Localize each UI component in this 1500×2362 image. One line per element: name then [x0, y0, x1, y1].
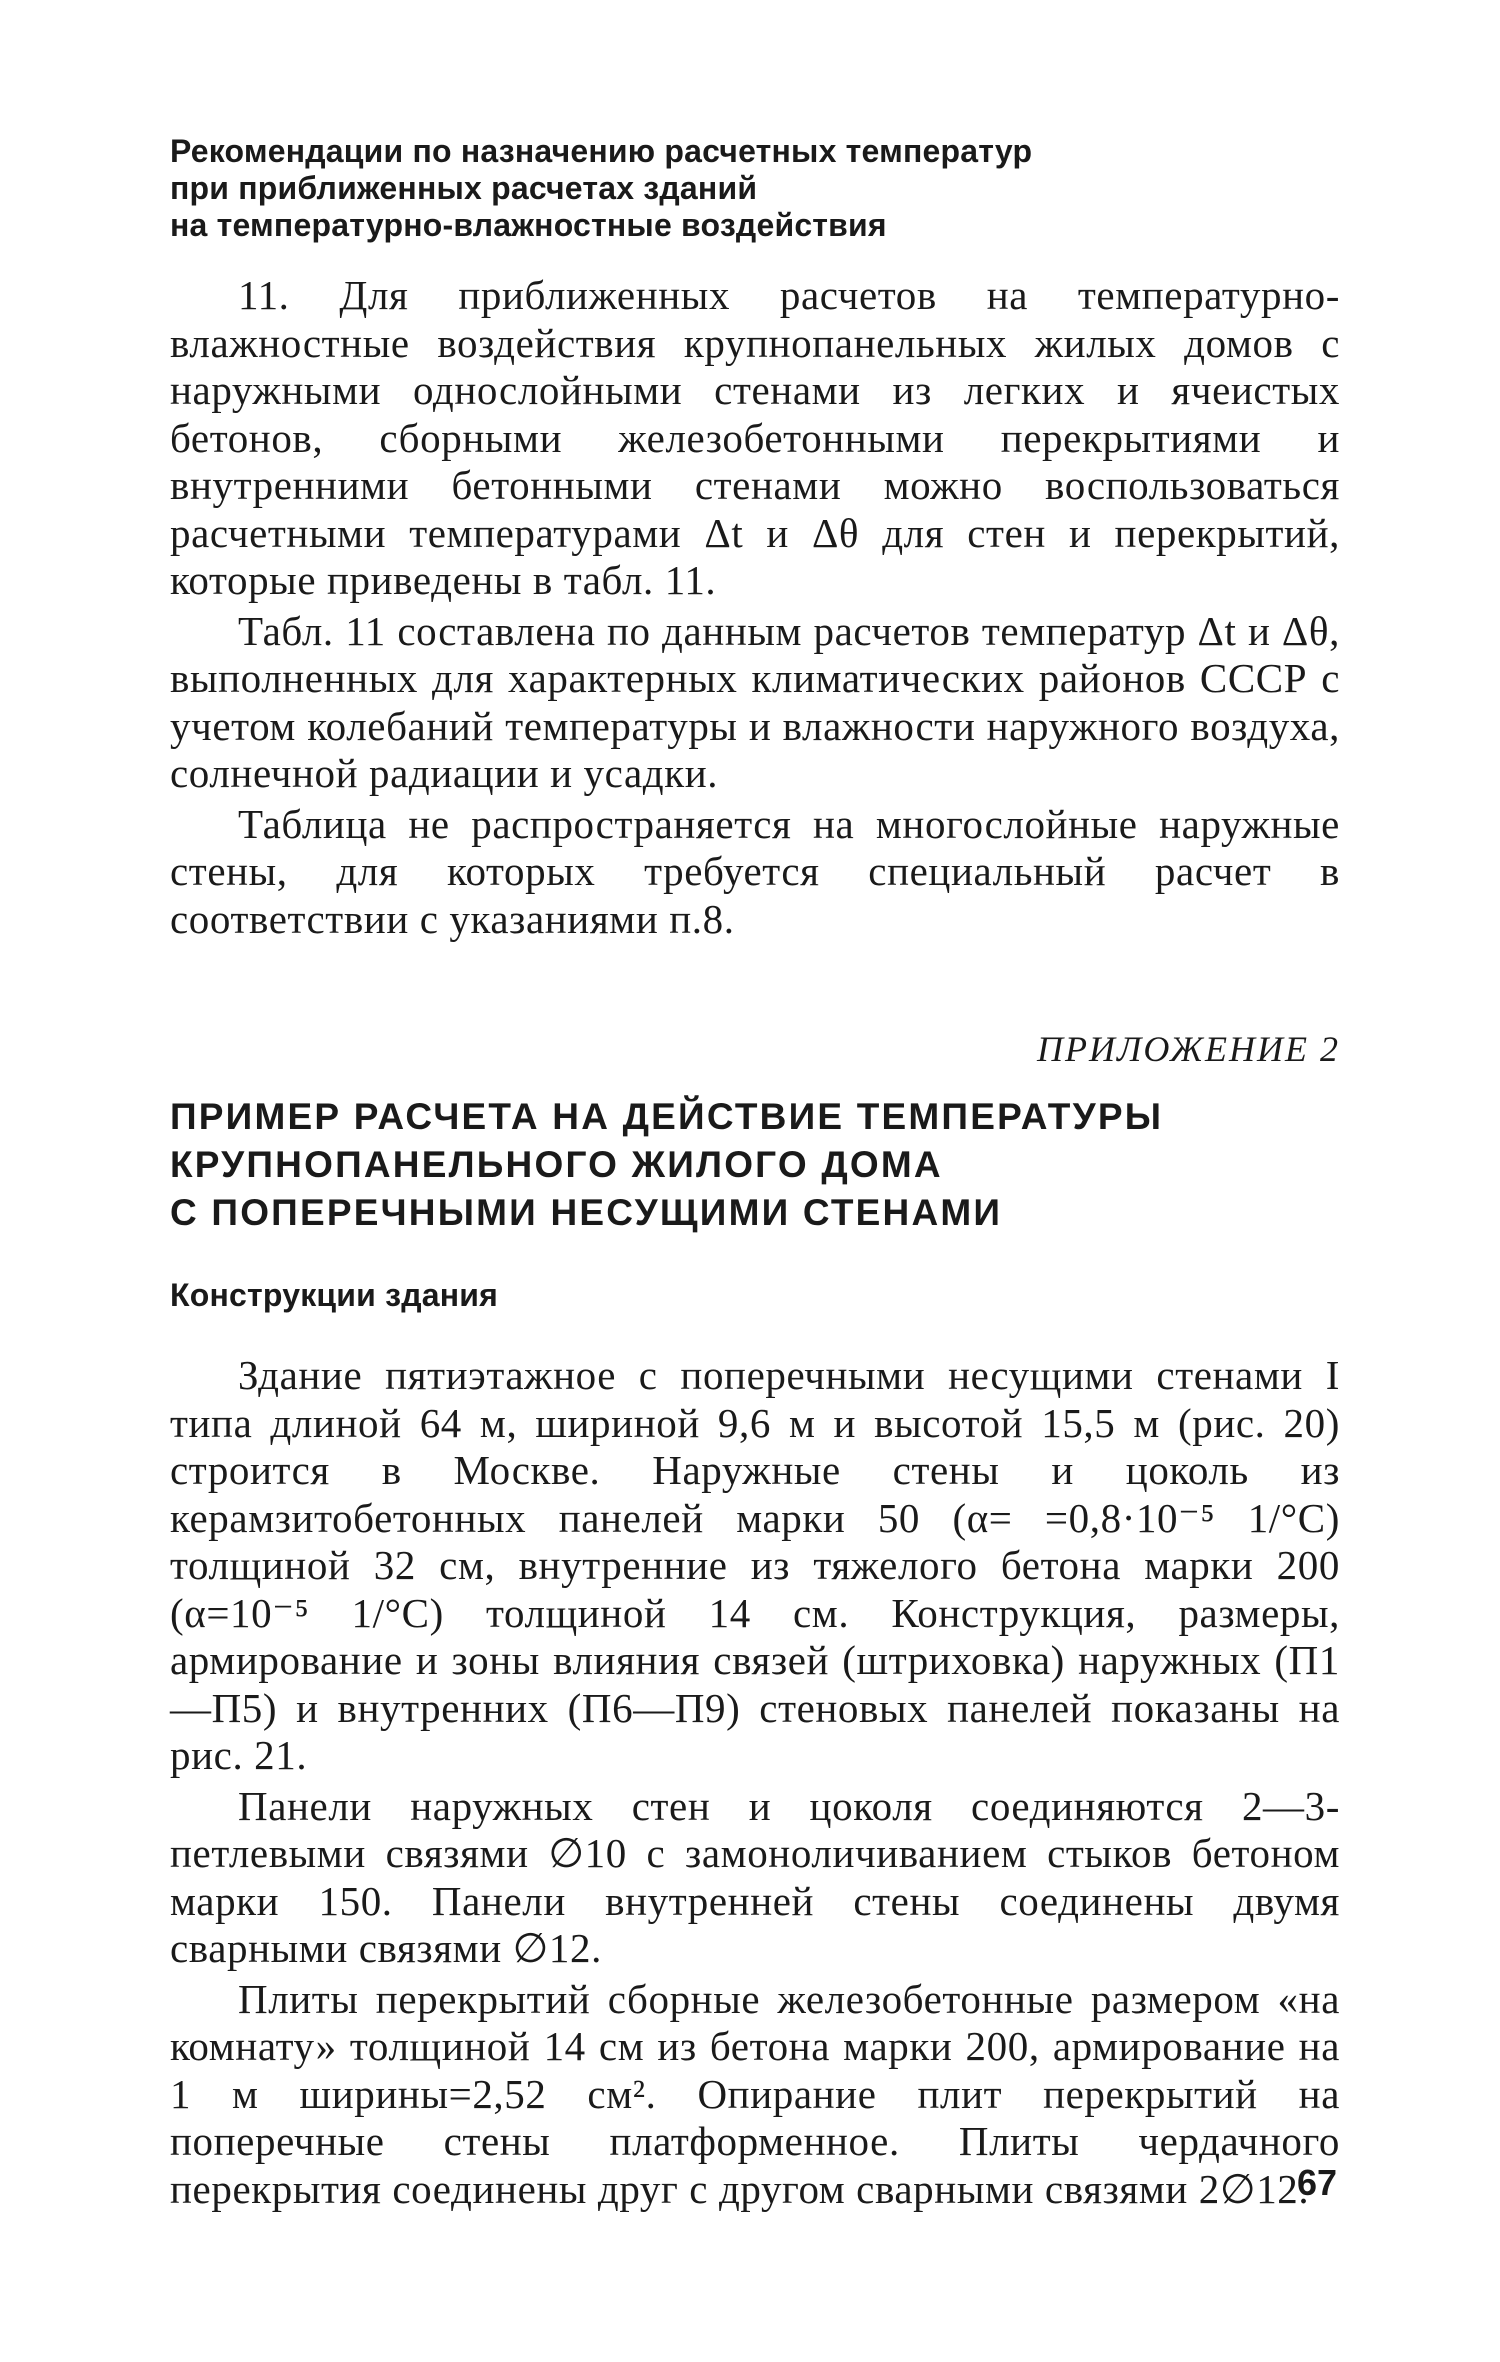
- section-recommendations: [170, 133, 1340, 946]
- heading-line: на температурно-влажностные воздействия: [170, 207, 887, 243]
- title-line: КРУПНОПАНЕЛЬНОГО ЖИЛОГО ДОМА: [170, 1144, 943, 1185]
- paragraph: 11. Для приближенных расчетов на температурно-влажностные воздействия крупнопанельных жилых домов с наружными однослойными стенами из легких и ячеистых бетонов, сборными железобетонными перекрытиями и внутренними бетонными стенами можно воспользоваться расчетными температурами Δt и Δθ для стен и перекрытий, которые приведены в табл. 11.: [170, 272, 1340, 603]
- heading-line: при приближенных расчетах зданий: [170, 170, 758, 206]
- paragraph: Здание пятиэтажное с поперечными несущими стенами I типа длиной 64 м, шириной 9,6 м и высотой 15,5 м (рис. 20) строится в Москве. Наружные стены и цоколь из керамзитобетонных панелей марки 50 (α= =0,8·10⁻⁵ 1/°С) толщиной 32 см, внутренние из тяжелого бетона марки 200 (α=10⁻⁵ 1/°С) толщиной 14 см. Конструкция, размеры, армирование и зоны влияния связей (штриховка) наружных (П1—П5) и внутренних (П6—П9) стеновых панелей показаны на рис. 21.: [170, 1352, 1340, 1778]
- page-number: 67: [1296, 2162, 1337, 2203]
- appendix-label: ПРИЛОЖЕНИЕ 2: [1037, 1029, 1340, 1069]
- title-line: ПРИМЕР РАСЧЕТА НА ДЕЙСТВИЕ ТЕМПЕРАТУРЫ: [170, 1096, 1164, 1137]
- paragraph: Панели наружных стен и цоколя соединяются 2—3-петлевыми связями ∅10 с замоноличиванием стыков бетоном марки 150. Панели внутренней стены соединены двумя сварными связями ∅12.: [170, 1782, 1340, 1971]
- heading-line: Рекомендации по назначению расчетных температур: [170, 133, 1033, 169]
- paragraph: Таблица не распространяется на многослойные наружные стены, для которых требуется специальный расчет в соответствии с указаниями п.8.: [170, 800, 1340, 942]
- paragraph: Плиты перекрытий сборные железобетонные размером «на комнату» толщиной 14 см из бетона марки 200, армирование на 1 м ширины=2,52 см². Опирание плит перекрытий на поперечные стены платформенное. Плиты чердачного перекрытия соединены друг с другом сварными связями 2∅12.: [170, 1975, 1340, 2212]
- paragraph: Табл. 11 составлена по данным расчетов температур Δt и Δθ, выполненных для характерных климатических районов СССР с учетом колебаний температуры и влажности наружного воздуха, солнечной радиации и усадки.: [170, 607, 1340, 796]
- appendix-title: [170, 1093, 1340, 1237]
- title-line: С ПОПЕРЕЧНЫМИ НЕСУЩИМИ СТЕНАМИ: [170, 1192, 1003, 1233]
- section-heading: [170, 133, 1340, 244]
- section-example: [170, 1093, 1340, 2216]
- subheading: Конструкции здания: [170, 1277, 499, 1313]
